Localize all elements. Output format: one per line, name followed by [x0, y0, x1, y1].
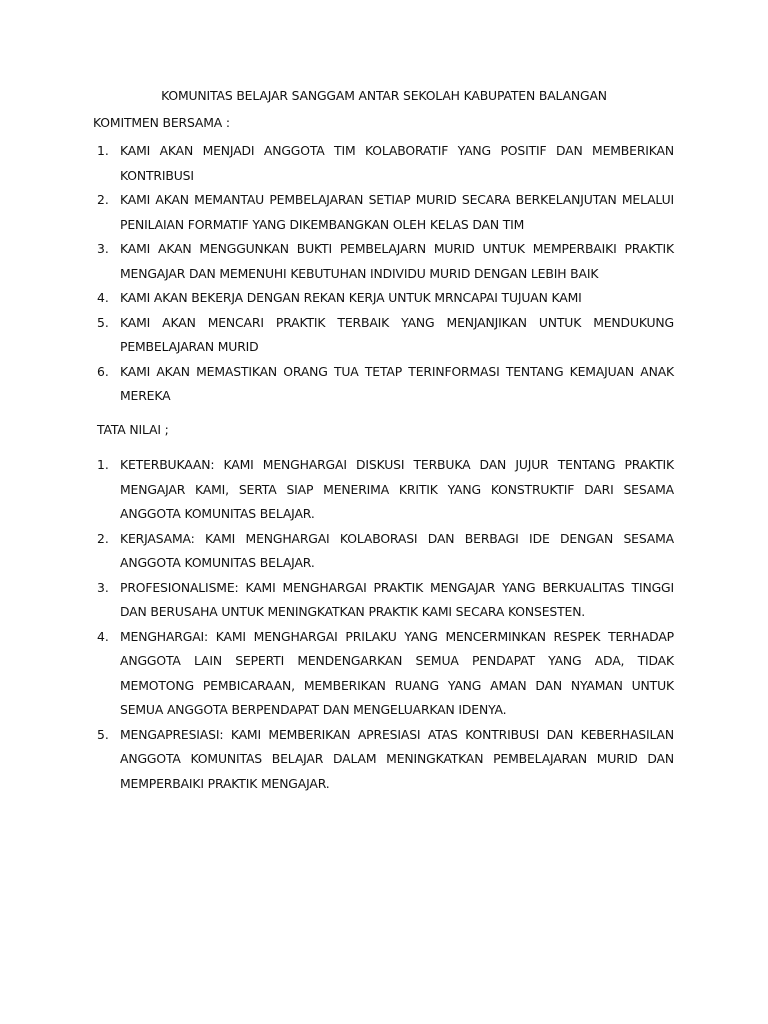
list-number: 4.: [97, 290, 109, 305]
list-item-text: KAMI AKAN MENCARI PRAKTIK TERBAIK YANG MENJANJIKAN UNTUK MENDUKUNG PEMBELAJARAN MURID: [120, 314, 674, 354]
list-number: 1.: [97, 143, 109, 158]
values-item: [0, 453, 768, 527]
values-item: [0, 527, 768, 576]
list-item-text: KAMI AKAN MEMASTIKAN ORANG TUA TETAP TERINFORMASI TENTANG KEMAJUAN ANAK MEREKA: [120, 363, 674, 403]
values-heading: TATA NILAI ;: [97, 422, 169, 437]
list-number: 6.: [97, 363, 109, 379]
document-title: KOMUNITAS BELAJAR SANGGAM ANTAR SEKOLAH KABUPATEN BALANGAN: [161, 88, 607, 103]
list-item-text: KAMI AKAN BEKERJA DENGAN REKAN KERJA UNTUK MRNCAPAI TUJUAN KAMI: [120, 290, 582, 305]
values-item: [0, 723, 768, 797]
list-number: 2.: [97, 192, 109, 207]
list-item-text: MENGHARGAI: KAMI MENGHARGAI PRILAKU YANG MENCERMINKAN RESPEK TERHADAP ANGGOTA LAIN SEPERTI MENDENGARKAN SEMUA PENDAPAT YANG ADA, TIDAK MEMOTONG PEMBICARAAN, MEMBERIKAN RUANG YANG AMAN DAN NYAMAN UNTUK SEMUA ANGGOTA BERPENDAPAT DAN MENGELUARKAN IDENYA.: [120, 628, 674, 717]
commitment-item: [0, 188, 768, 237]
list-number: 2.: [97, 530, 109, 546]
values-list: [0, 453, 768, 796]
list-number: 5.: [97, 726, 109, 742]
commitment-heading: KOMITMEN BERSAMA :: [93, 115, 230, 130]
values-item: [0, 576, 768, 625]
list-number: 5.: [97, 314, 109, 330]
list-item-text: KAMI AKAN MEMANTAU PEMBELAJARAN SETIAP MURID SECARA BERKELANJUTAN MELALUI PENILAIAN FORMATIF YANG DIKEMBANGKAN OLEH KELAS DAN TIM: [120, 192, 674, 232]
list-number: 3.: [97, 241, 109, 256]
commitment-item: [0, 360, 768, 409]
list-number: 3.: [97, 579, 109, 595]
list-item-text: KETERBUKAAN: KAMI MENGHARGAI DISKUSI TERBUKA DAN JUJUR TENTANG PRAKTIK MENGAJAR KAMI, SERTA SIAP MENERIMA KRITIK YANG KONSTRUKTIF DARI SESAMA ANGGOTA KOMUNITAS BELAJAR.: [120, 457, 674, 521]
list-item-text: KAMI AKAN MENJADI ANGGOTA TIM KOLABORATIF YANG POSITIF DAN MEMBERIKAN KONTRIBUSI: [120, 143, 674, 183]
list-item-text: PROFESIONALISME: KAMI MENGHARGAI PRAKTIK MENGAJAR YANG BERKUALITAS TINGGI DAN BERUSAHA UNTUK MENINGKATKAN PRAKTIK KAMI SECARA KONSESTEN.: [120, 579, 674, 619]
commitment-item: [0, 286, 768, 311]
commitment-item: [0, 311, 768, 360]
commitment-item: [0, 237, 768, 286]
commitment-list: [0, 139, 768, 409]
list-item-text: KAMI AKAN MENGGUNKAN BUKTI PEMBELAJARN MURID UNTUK MEMPERBAIKI PRAKTIK MENGAJAR DAN MEMENUHI KEBUTUHAN INDIVIDU MURID DENGAN LEBIH BAIK: [120, 241, 674, 281]
list-number: 4.: [97, 628, 109, 644]
values-item: [0, 625, 768, 723]
list-item-text: MENGAPRESIASI: KAMI MEMBERIKAN APRESIASI ATAS KONTRIBUSI DAN KEBERHASILAN ANGGOTA KOMUNITAS BELAJAR DALAM MENINGKATKAN PEMBELAJARAN MURID DAN MEMPERBAIKI PRAKTIK MENGAJAR.: [120, 726, 674, 791]
list-item-text: KERJASAMA: KAMI MENGHARGAI KOLABORASI DAN BERBAGI IDE DENGAN SESAMA ANGGOTA KOMUNITAS BELAJAR.: [120, 530, 674, 570]
commitment-item: [0, 139, 768, 188]
list-number: 1.: [97, 457, 109, 472]
